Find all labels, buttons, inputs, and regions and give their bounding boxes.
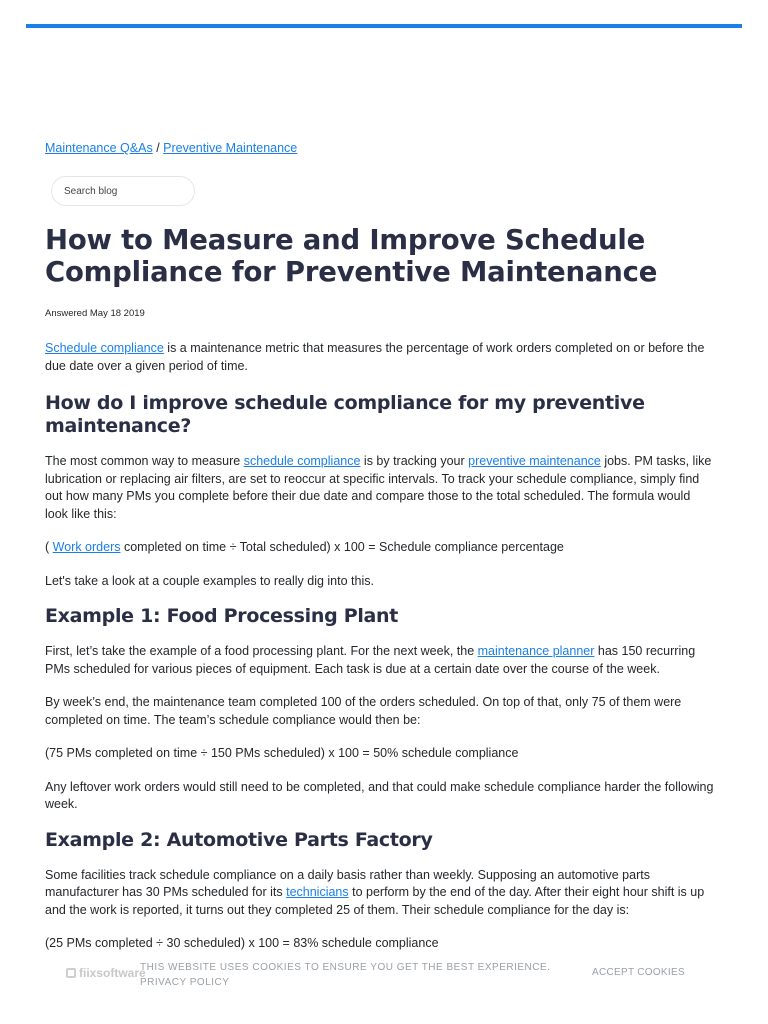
paragraph-measure bbox=[45, 453, 715, 523]
privacy-policy-link[interactable]: PRIVACY POLICY bbox=[140, 977, 230, 988]
link-maintenance-planner[interactable]: maintenance planner bbox=[477, 644, 595, 658]
breadcrumb-link-maintenance-qas[interactable]: Maintenance Q&As bbox=[45, 141, 153, 155]
text: ( bbox=[45, 540, 53, 554]
intro-paragraph bbox=[45, 340, 715, 375]
text: has 150 recurring PMs scheduled for various pieces of equipment. Each task is due at a certain date over the course of the week. bbox=[45, 644, 696, 676]
cookie-message bbox=[140, 960, 550, 990]
link-preventive-maintenance[interactable]: preventive maintenance bbox=[468, 454, 601, 468]
breadcrumb bbox=[45, 138, 715, 158]
example-1-paragraph-2: By week’s end, the maintenance team completed 100 of the orders scheduled. On top of that, only 75 of them were completed on time. The team’s schedule compliance would then be: bbox=[45, 695, 682, 727]
article-container bbox=[45, 138, 715, 953]
breadcrumb-link-preventive-maintenance[interactable]: Preventive Maintenance bbox=[163, 141, 298, 155]
text: is by tracking your bbox=[360, 454, 469, 468]
examples-intro: Let's take a look at a couple examples to really dig into this. bbox=[45, 573, 374, 588]
heading-example-1: Example 1: Food Processing Plant bbox=[45, 605, 399, 627]
text: Some facilities track schedule compliance on a daily basis rather than weekly. Supposing an automotive parts manufacturer has 30 PMs scheduled for its bbox=[45, 867, 650, 899]
page-title: How to Measure and Improve Schedule Compliance for Preventive Maintenance bbox=[45, 224, 658, 288]
example-2-paragraph-1 bbox=[45, 867, 715, 920]
example-1-calculation: (75 PMs completed on time ÷ 150 PMs scheduled) x 100 = 50% schedule compliance bbox=[45, 746, 519, 760]
text: jobs. PM tasks, like lubrication or replacing air filters, are set to reoccur at specific intervals. To track your schedule compliance, simply find out how many PMs you complete before their due date and compare those to the total scheduled. The formula would look like this: bbox=[45, 454, 712, 521]
top-accent-bar bbox=[26, 24, 742, 28]
breadcrumb-separator: / bbox=[156, 141, 160, 155]
intro-text: is a maintenance metric that measures the percentage of work orders completed on or before the due date over a given period of time. bbox=[45, 341, 705, 373]
link-schedule-compliance[interactable]: Schedule compliance bbox=[45, 341, 164, 355]
text: to perform by the end of the day. After their eight hour shift is up and the work is reported, it turns out they completed 25 of them. Their schedule compliance for the day is: bbox=[45, 885, 705, 917]
accept-cookies-button[interactable]: ACCEPT COOKIES bbox=[592, 967, 685, 978]
fiix-logo bbox=[66, 966, 146, 980]
text: completed on time ÷ Total scheduled) x 100 = Schedule compliance percentage bbox=[120, 540, 564, 554]
link-work-orders[interactable]: Work orders bbox=[52, 540, 121, 554]
formula-paragraph bbox=[45, 539, 715, 557]
text: First, let’s take the example of a food processing plant. For the next week, the bbox=[45, 644, 478, 658]
link-schedule-compliance-2[interactable]: schedule compliance bbox=[243, 454, 361, 468]
cookie-banner bbox=[0, 950, 768, 1024]
heading-improve: How do I improve schedule compliance for my preventive maintenance? bbox=[45, 392, 645, 437]
search-box[interactable] bbox=[51, 176, 195, 206]
example-1-paragraph-1 bbox=[45, 643, 715, 678]
search-input[interactable] bbox=[62, 185, 186, 198]
example-2-calculation: (25 PMs completed ÷ 30 scheduled) x 100 = 83% schedule compliance bbox=[45, 936, 439, 950]
example-1-paragraph-3: Any leftover work orders would still need to be completed, and that could make schedule compliance harder the following week. bbox=[45, 779, 714, 811]
logo-mark-icon bbox=[66, 968, 76, 978]
link-technicians[interactable]: technicians bbox=[286, 885, 349, 899]
text: The most common way to measure bbox=[45, 454, 244, 468]
cookie-message-line: THIS WEBSITE USES COOKIES TO ENSURE YOU GET THE BEST EXPERIENCE. bbox=[140, 962, 551, 973]
logo-wordmark: fiixsoftware bbox=[79, 966, 146, 980]
answered-date: Answered May 18 2019 bbox=[45, 308, 145, 319]
heading-example-2: Example 2: Automotive Parts Factory bbox=[45, 828, 433, 851]
